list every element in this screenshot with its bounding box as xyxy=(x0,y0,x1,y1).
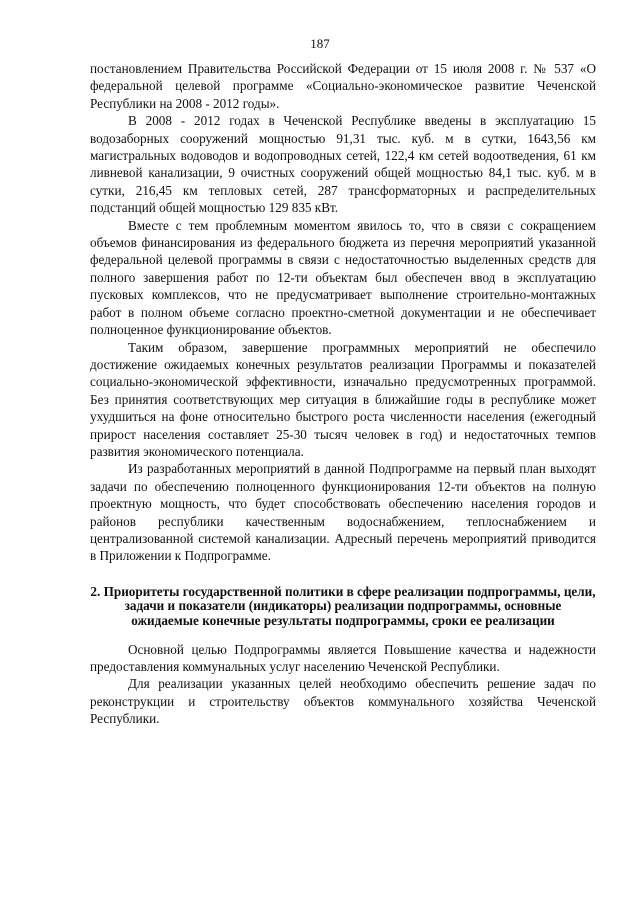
page-number: 187 xyxy=(310,36,330,51)
paragraph-continuation: постановлением Правительства Российской Федерации от 15 июля 2008 г. № 537 «О федеральной целевой программе «Социально-экономическое развитие Чеченской Республики на 2008 - 2012 годы». xyxy=(90,61,596,111)
paragraph-commissioned-objects: В 2008 - 2012 годах в Чеченской Республике введены в эксплуатацию 15 водозаборных сооружений мощностью 91,31 тыс. куб. м в сутки, 1643,56 км магистральных водоводов и водопроводных сетей, 122,4 км сетей водоотведения, 61 км ливневой канализации, 9 очистных сооружений общей мощностью 84,1 тыс. куб. м в сутки, 216,45 км тепловых сетей, 287 трансформаторных и распределительных подстанций общей мощностью 129 835 кВт. xyxy=(90,113,596,216)
paragraph-goal-tasks: Для реализации указанных целей необходимо обеспечить решение задач по реконструкции и строительству объектов коммунального хозяйства Чеченской Республики. xyxy=(90,676,596,727)
paragraph-main-goal: Основной целью Подпрограммы является Повышение качества и надежности предоставления коммунальных услуг населению Чеченской Республики. xyxy=(90,641,596,674)
document-body xyxy=(90,60,596,728)
section-heading: 2. Приоритеты государственной политики в сфере реализации подпрограммы, цели, задачи и показатели (индикаторы) реализации подпрограммы, основные ожидаемые конечные результаты подпрограммы, сроки ее реализации xyxy=(90,583,596,628)
paragraph-results: Таким образом, завершение программных мероприятий не обеспечило достижение ожидаемых конечных результатов реализации Программы и показателей социально-экономической эффективности, изначально предусмотренных программой. Без принятия соответствующих мер ситуация в ближайшие годы в республике может ухудшиться на фоне относительно быстрого роста численности населения (ежегодный прирост населения составляет 25-30 тысяч человек в год) и недостаточных темпов развития экономического потенциала. xyxy=(90,339,596,459)
paragraph-funding-problem: Вместе с тем проблемным моментом явилось то, что в связи с сокращением объемов финансирования из федерального бюджета из перечня мероприятий указанной федеральной целевой программы в связи с недостаточностью выделенных средств для полного завершения работ по 12-ти объектам был обеспечен ввод в эксплуатацию пусковых комплексов, что не предусматривает выполнение строительно-монтажных работ в полном объеме согласно проектно-сметной документации и не обеспечивает полноценное функционирование объектов. xyxy=(90,217,596,338)
paragraph-tasks: Из разработанных мероприятий в данной Подпрограмме на первый план выходят задачи по обеспечению полноценного функционирования 12-ти объектов на полную проектную мощность, что будет способствовать обеспечению населения городов и районов республики качественным водоснабжением, теплоснабжением и централизованной системой канализации. Адресный перечень мероприятий приводится в Приложении к Подпрограмме. xyxy=(90,461,596,564)
